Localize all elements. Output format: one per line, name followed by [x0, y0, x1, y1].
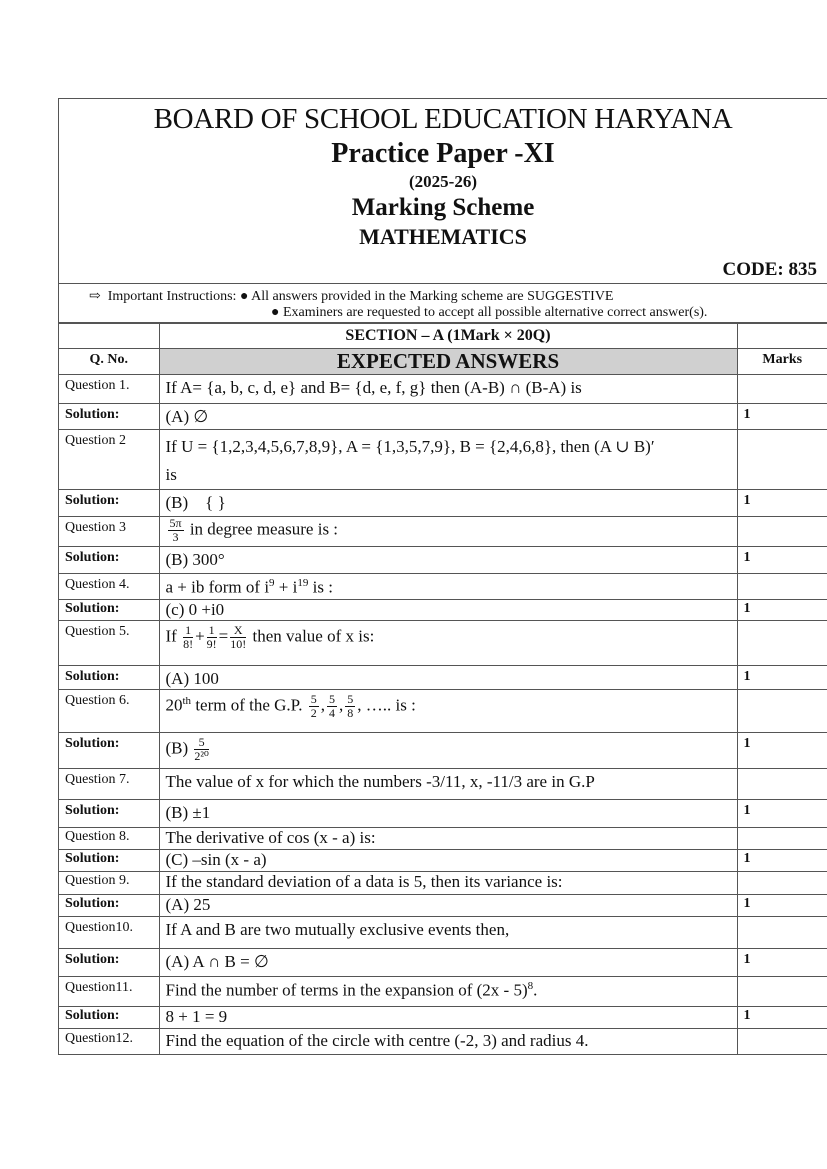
table-cell — [737, 828, 827, 850]
paper-title: Practice Paper -XI — [331, 138, 555, 169]
table-row — [59, 574, 827, 600]
mark-text: 1 — [737, 404, 827, 430]
table-row — [59, 733, 827, 769]
table-row — [59, 1007, 827, 1029]
col-answers: EXPECTED ANSWERS — [159, 349, 737, 375]
t2-text: + i — [274, 577, 298, 597]
text-text: The derivative of cos (x - a) is: — [159, 828, 737, 850]
table-cell — [159, 574, 737, 600]
solution-label-text: Solution: — [59, 1007, 159, 1029]
label-text: Question11. — [59, 977, 159, 1007]
label-text: Question 7. — [59, 769, 159, 800]
table-row — [183, 624, 193, 651]
table-row — [207, 624, 217, 651]
table-cell — [159, 430, 737, 490]
document-header — [59, 99, 827, 284]
label-text: Question 2 — [59, 430, 159, 490]
solution-label-text: Solution: — [59, 404, 159, 430]
instruction-item: ● All answers provided in the Marking scheme are SUGGESTIVE — [239, 289, 614, 304]
table-cell — [737, 621, 827, 666]
text-text: If A= {a, b, c, d, e} and B= {d, e, f, g} then (A-B) ∩ (B-A) is — [159, 375, 737, 404]
answers-table — [59, 323, 827, 1054]
table-cell — [737, 574, 827, 600]
n2-text: 1 — [208, 623, 215, 637]
d1-text: 2 — [310, 706, 317, 720]
label-text: Question 3 — [59, 517, 159, 547]
table-row — [194, 736, 208, 763]
board-title: BOARD OF SCHOOL EDUCATION HARYANA — [153, 103, 733, 135]
table-cell — [159, 733, 737, 769]
col-marks: Marks — [737, 349, 827, 375]
d3-text: 8 — [347, 706, 354, 720]
e2-text: 19 — [297, 577, 309, 589]
table-row — [59, 850, 827, 872]
solution-label-text: Solution: — [59, 949, 159, 977]
text-text: If the standard deviation of a data is 5, then its variance is: — [159, 872, 737, 895]
table-cell — [737, 1029, 827, 1054]
table-row — [59, 600, 827, 621]
sol-text: (B) 300° — [159, 547, 737, 574]
d1-text: 8! — [183, 637, 194, 651]
scheme-title: Marking Scheme — [351, 194, 535, 221]
e1-text: th — [182, 694, 192, 707]
solution-label-text: Solution: — [59, 733, 159, 769]
table-row — [327, 693, 337, 720]
subject-code: CODE: 835 — [722, 259, 817, 280]
table-cell — [159, 977, 737, 1007]
sol-text: (C) –sin (x - a) — [159, 850, 737, 872]
solution-label-text: Solution: — [59, 800, 159, 828]
table-row — [230, 624, 246, 651]
text-text: If U = {1,2,3,4,5,6,7,8,9}, A = {1,3,5,7,9}, B = {2,4,6,8}, then (A ∪ B)′ — [165, 437, 655, 456]
d2-text: 4 — [329, 706, 335, 720]
label-text: Question12. — [59, 1029, 159, 1054]
table-cell: 20th term of the G.P. $\frac{5}{2}$ , $\frac{5}{4}$ , $\frac{5}{8}$ , ….. is : — [159, 690, 737, 733]
mark-text: 1 — [737, 666, 827, 690]
t3-text: , ….. is : — [357, 695, 416, 715]
fraction — [168, 517, 184, 544]
text2-text: is — [165, 465, 177, 484]
instructions-label: Important Instructions: — [107, 289, 237, 304]
col-qno: Q. No. — [59, 349, 159, 375]
sol-n-text: 5 — [194, 736, 208, 750]
table-row — [59, 977, 827, 1007]
table-cell — [159, 517, 737, 547]
text-text: The value of x for which the numbers -3/11, x, -11/3 are in G.P — [159, 769, 737, 800]
table-row — [59, 917, 827, 949]
table-cell — [737, 517, 827, 547]
table-row — [59, 349, 827, 375]
sol-text: (c) 0 +i0 — [159, 600, 737, 621]
solution-label-text: Solution: — [59, 895, 159, 917]
t1-text: a + ib form of i — [165, 577, 270, 597]
table-cell — [737, 917, 827, 949]
n3-text: X — [230, 624, 246, 638]
table-row — [59, 872, 827, 895]
instruction-item: ● Examiners are requested to accept all possible alternative correct answer(s). — [271, 305, 708, 320]
label-text: Question10. — [59, 917, 159, 949]
e1-text: 9 — [269, 577, 275, 589]
table-cell — [737, 690, 827, 733]
solution-label-text: Solution: — [59, 850, 159, 872]
text-text: in degree measure is : — [189, 519, 339, 539]
n-text: 5 — [329, 692, 335, 706]
table-row — [59, 800, 827, 828]
mark-text: 1 — [737, 800, 827, 828]
table-row — [59, 690, 827, 733]
table-cell — [737, 977, 827, 1007]
table-row — [59, 828, 827, 850]
sol-text: (B) { } — [159, 490, 737, 517]
mark-text: 1 — [737, 733, 827, 769]
label-text: Question 5. — [59, 621, 159, 666]
instructions — [59, 284, 827, 323]
table-row — [59, 547, 827, 574]
t3-text: is : — [308, 577, 333, 597]
sol-text: (B) ±1 — [159, 800, 737, 828]
table-row — [59, 949, 827, 977]
table-row — [59, 895, 827, 917]
sol-text: (A) ∅ — [159, 404, 737, 430]
sol-text: (A) 100 — [159, 666, 737, 690]
mark-text: 1 — [737, 949, 827, 977]
label-text: Question 9. — [59, 872, 159, 895]
table-row — [345, 693, 355, 720]
mark-text: 1 — [737, 600, 827, 621]
t1-text: Find the number of terms in the expansion of (2x - 5) — [165, 980, 528, 1000]
label-text: Question 1. — [59, 375, 159, 404]
label-text: Question 6. — [59, 690, 159, 733]
table-row — [59, 375, 827, 404]
table-cell — [737, 769, 827, 800]
subject-title: MATHEMATICS — [359, 224, 527, 249]
mark-text: 1 — [737, 850, 827, 872]
label-text: Question 8. — [59, 828, 159, 850]
arrow-icon: ⇨ — [89, 289, 101, 304]
mark-text: 1 — [737, 895, 827, 917]
if-text: If — [165, 626, 177, 646]
table-row — [59, 430, 827, 490]
solution-label-text: Solution: — [59, 600, 159, 621]
den-text: 3 — [172, 530, 179, 544]
t2-text: term of the G.P. — [191, 695, 303, 715]
sol-text: (A) A ∩ B = ∅ — [159, 949, 737, 977]
d3-text: 10! — [230, 637, 247, 651]
label-text: Question 4. — [59, 574, 159, 600]
table-row — [59, 1029, 827, 1054]
n-text: 5 — [310, 692, 317, 706]
table-row — [59, 621, 827, 666]
text-text: If A and B are two mutually exclusive events then, — [159, 917, 737, 949]
table-cell — [737, 375, 827, 404]
table-row — [59, 769, 827, 800]
sol-d-text: 2²⁰ — [194, 749, 209, 763]
solution-label-text: Solution: — [59, 666, 159, 690]
table-row — [59, 324, 827, 349]
session: (2025-26) — [409, 172, 477, 191]
text-text: then value of x is: — [252, 626, 375, 646]
num-text: 5π — [169, 516, 182, 530]
marking-scheme-page — [58, 98, 827, 1055]
t1-text: 20 — [165, 695, 183, 715]
table-cell — [737, 872, 827, 895]
d2-text: 9! — [206, 637, 217, 651]
table-cell: If $\frac{1}{8!}$ + $\frac{1}{9!}$ = $\frac{X}{10!}$ then value of x is: — [159, 621, 737, 666]
mark-text: 1 — [737, 1007, 827, 1029]
table-cell — [59, 324, 159, 349]
solution-label-text: Solution: — [59, 547, 159, 574]
n-text: 5 — [347, 692, 354, 706]
table-cell — [737, 324, 827, 349]
solution-label-text: Solution: — [59, 490, 159, 517]
sol-pre-text: (B) — [165, 738, 189, 758]
table-row — [59, 404, 827, 430]
e1-text: 8 — [527, 980, 534, 992]
sol-text: 8 + 1 = 9 — [159, 1007, 737, 1029]
sol-text: (A) 25 — [159, 895, 737, 917]
section-heading: SECTION – A (1Mark × 20Q) — [159, 324, 737, 349]
table-row — [59, 666, 827, 690]
table-row — [59, 490, 827, 517]
table-row — [59, 517, 827, 547]
n1-text: 1 — [185, 623, 192, 637]
table-cell — [737, 430, 827, 490]
mark-text: 1 — [737, 490, 827, 517]
table-row — [309, 693, 319, 720]
mark-text: 1 — [737, 547, 827, 574]
t2-text: . — [533, 980, 538, 1000]
text-text: Find the equation of the circle with centre (-2, 3) and radius 4. — [159, 1029, 737, 1054]
